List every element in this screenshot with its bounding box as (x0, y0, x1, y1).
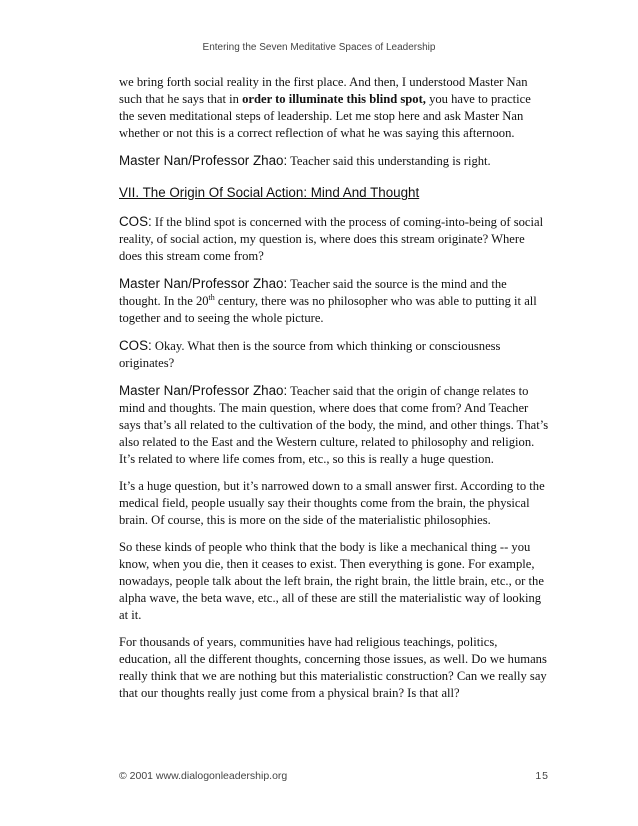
page-footer (119, 770, 549, 782)
paragraph-1 (119, 74, 549, 142)
section-heading: VII. The Origin Of Social Action: Mind And Thought (119, 185, 420, 200)
copyright-text: © 2001 www.dialogonleadership.org (119, 770, 288, 782)
paragraph-4 (119, 275, 549, 327)
paragraph-1-text-after: you have to practice the seven meditational steps of leadership. Let me stop here and ask Master Nan whether or not this is a correct reflection of what he was saying this afternoon. (119, 92, 531, 140)
paragraph-5-text: Okay. What then is the source from which thinking or consciousness originates? (119, 339, 501, 370)
paragraph-5 (119, 337, 549, 372)
speaker-label: Master Nan/Professor Zhao: (119, 276, 288, 291)
speaker-label: Master Nan/Professor Zhao: (119, 153, 288, 168)
body-text (119, 74, 549, 712)
paragraph-6 (119, 382, 549, 468)
paragraph-2 (119, 152, 549, 170)
speaker-label: COS: (119, 214, 152, 229)
paragraph-3 (119, 213, 549, 265)
ordinal-superscript: th (208, 292, 215, 302)
paragraph-8: So these kinds of people who think that the body is like a mechanical thing -- you know, when you die, then it ceases to exist. Then everything is gone. For example, nowadays, people talk about the left brain, the right brain, the little brain, etc., or the alpha wave, the beta wave, etc., all of these are still the materialistic way of looking at it. (119, 540, 544, 622)
paragraph-9: For thousands of years, communities have had religious teachings, politics, education, all the different thoughts, concerning those issues, as well. Do we humans really think that we are nothing but this materialistic construction? Can we really say that our thoughts really just come from a physical brain? Is that all? (119, 635, 547, 700)
paragraph-1-bold-phrase: order to illuminate this blind spot, (242, 92, 426, 106)
paragraph-4-text-b: century, there was no philosopher who was able to putting it all together and to seeing the whole picture. (119, 294, 537, 325)
running-header: Entering the Seven Meditative Spaces of Leadership (202, 42, 436, 53)
paragraph-3-text: If the blind spot is concerned with the process of coming-into-being of social reality, of social action, my question is, where does this stream originate? Where does this stream come from? (119, 215, 544, 263)
page-number: 15 (535, 770, 549, 782)
speaker-label: COS: (119, 338, 152, 353)
paragraph-1-text-before: we bring forth social reality in the first place. And then, I understood Master Nan such that he says that in (119, 75, 528, 106)
paragraph-7: It’s a huge question, but it’s narrowed down to a small answer first. According to the medical field, people usually say their thoughts come from the brain, the physical brain. Of course, this is more on the side of the materialistic philosophies. (119, 479, 545, 527)
paragraph-4-text-a: Teacher said the source is the mind and the thought. In the 20 (119, 277, 507, 308)
paragraph-6-text: Teacher said that the origin of change relates to mind and thoughts. The main question, where does that come from? And Teacher says that’s all related to the cultivation of the body, the mind, and other things. That’s also related to the East and the Western culture, related to philosophy and religion. It’s related to where life comes from, etc., so this is really a huge question. (119, 384, 549, 466)
paragraph-2-text: Teacher said this understanding is right. (287, 154, 491, 168)
speaker-label: Master Nan/Professor Zhao: (119, 383, 288, 398)
